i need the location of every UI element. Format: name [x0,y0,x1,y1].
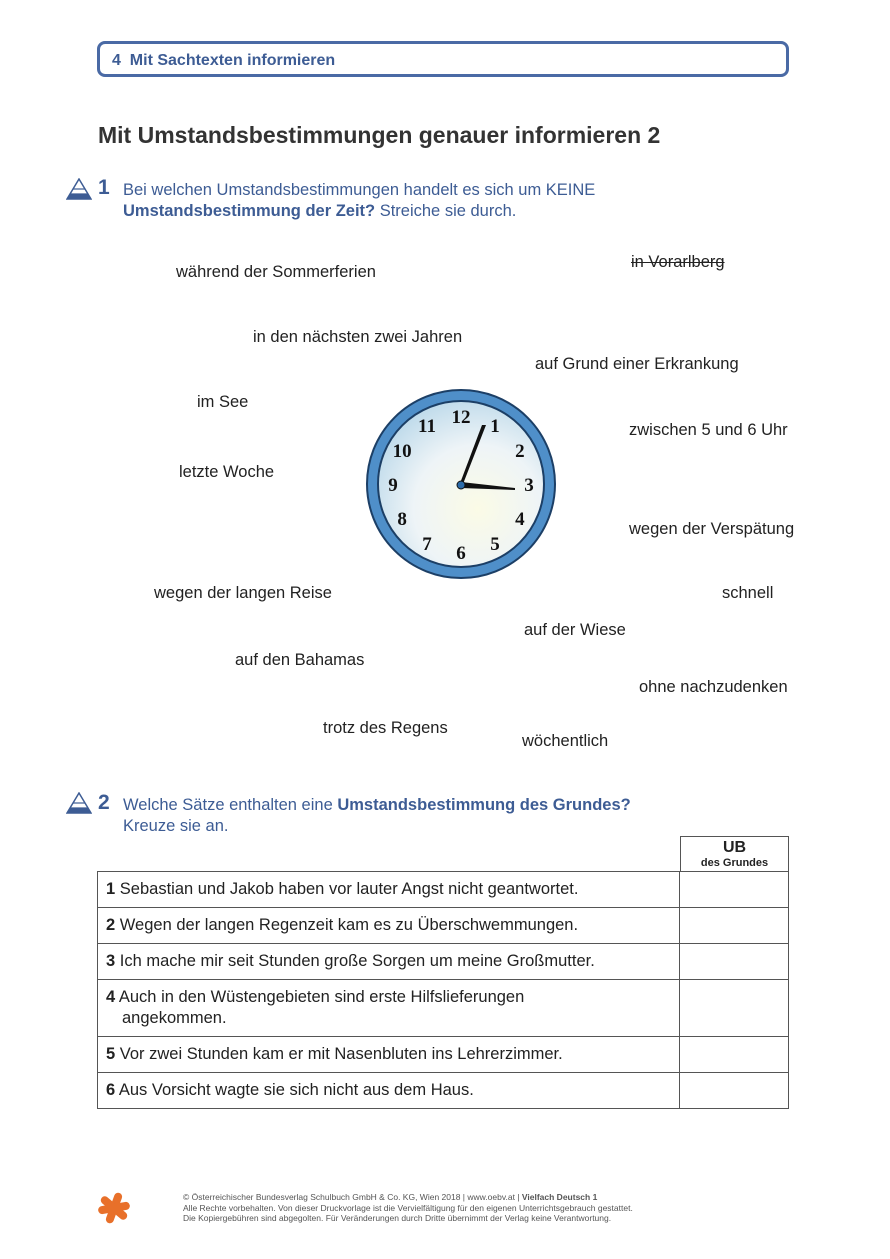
task2-number: 2 [98,791,110,814]
sentence-text: Aus Vorsicht wagte sie sich nicht aus dem Haus. [118,1081,474,1099]
phrase: auf Grund einer Erkrankung [535,355,739,373]
phrase: auf den Bahamas [235,651,365,669]
sentence-text: Auch in den Wüstengebieten sind erste Hilfslieferungen [118,988,525,1006]
footer-book-title: Vielfach Deutsch 1 [521,1192,598,1202]
sentence-table [97,871,789,1109]
phrase: letzte Woche [179,463,275,481]
clock-illustration [364,387,558,581]
table-row [98,1037,789,1073]
task1-number: 1 [98,176,110,199]
phrase: wegen der langen Reise [154,584,332,602]
checkbox-cell[interactable] [680,944,789,980]
task1-instruction [123,180,595,222]
phrase-struck: in Vorarlberg [631,253,725,271]
clock-numeral: 8 [397,509,407,530]
sentence-text: Ich mache mir seit Stunden große Sorgen um meine Großmutter. [119,952,595,970]
ub-column-subtitle: des Grundes [700,857,769,869]
sentence-cell [98,908,680,944]
phrase: ohne nachzudenken [639,678,788,696]
sentence-cell [98,1037,680,1073]
ub-column-header [680,836,789,872]
copyright-footer [183,1192,633,1224]
sentence-text: Sebastian und Jakob haben vor lauter Angst nicht geantwortet. [119,880,579,898]
phrase: während der Sommerferien [176,263,376,281]
difficulty-triangle-icon [66,792,92,814]
checkbox-cell[interactable] [680,908,789,944]
sentence-number: 4 [106,988,116,1006]
clock-numeral: 9 [388,475,398,496]
phrase: trotz des Regens [323,719,448,737]
task2-line2: Kreuze sie an. [123,817,229,835]
clock-numeral: 3 [524,475,534,496]
task2-instruction [123,795,631,837]
difficulty-triangle-icon [66,178,92,200]
phrase: wöchentlich [522,732,609,750]
clock-numeral: 4 [515,509,525,530]
sentence-text: Wegen der langen Regenzeit kam es zu Überschwemmungen. [119,916,579,934]
clock-numeral: 2 [515,441,525,462]
sentence-number: 2 [106,916,116,934]
phrase: zwischen 5 und 6 Uhr [629,421,788,439]
task1-line2-rest: Streiche sie durch. [375,202,517,220]
sentence-cell [98,872,680,908]
footer-line2: Alle Rechte vorbehalten. Von dieser Druckvorlage ist die Vervielfältigung für den eigenen Unterrichtsgebrauch gestattet. [183,1202,633,1213]
task2-line1-bold: Umstandsbestimmung des Grundes? [337,796,631,814]
sentence-number: 3 [106,952,116,970]
task1-line1: Bei welchen Umstandsbestimmungen handelt es sich um KEINE [123,181,596,199]
phrase: im See [197,393,249,411]
phrase: wegen der Verspätung [629,520,795,538]
checkbox-cell[interactable] [680,1073,789,1109]
page-title: Mit Umstandsbestimmungen genauer informieren 2 [98,122,661,148]
table-row [98,944,789,980]
chapter-number: 4 [112,52,121,69]
table-row [98,872,789,908]
chapter-label [112,52,335,70]
task2-line1-pre: Welche Sätze enthalten eine [123,796,338,814]
table-row [98,980,789,1037]
checkbox-cell[interactable] [680,872,789,908]
sentence-number: 1 [106,880,116,898]
phrase: schnell [722,584,774,602]
checkbox-cell[interactable] [680,980,789,1037]
sentence-text: Vor zwei Stunden kam er mit Nasenbluten ins Lehrerzimmer. [119,1045,563,1063]
sentence-cell [98,944,680,980]
clock-numeral: 6 [456,543,466,564]
footer-line1: © Österreichischer Bundesverlag Schulbuch GmbH & Co. KG, Wien 2018 | www.oebv.at | [183,1192,522,1202]
clock-numeral: 5 [490,533,500,555]
task1-line2-bold: Umstandsbestimmung der Zeit? [123,202,376,220]
clock-numeral: 12 [451,407,471,428]
sentence-text-continued: angekommen. [122,1009,227,1027]
publisher-logo-icon [96,1190,132,1226]
phrase: in den nächsten zwei Jahren [253,328,463,346]
table-row [98,1073,789,1109]
sentence-number: 6 [106,1081,116,1099]
clock-numeral: 11 [418,416,436,438]
sentence-cell [98,1073,680,1109]
phrase: auf der Wiese [524,621,626,639]
sentence-number: 5 [106,1045,116,1063]
table-row [98,908,789,944]
footer-line3: Die Kopiergebühren sind abgegolten. Für Veränderungen durch Dritte übernimmt der Verlag keine Verantwortung. [183,1213,612,1223]
checkbox-cell[interactable] [680,1037,789,1073]
chapter-title: Mit Sachtexten informieren [129,52,336,69]
chapter-header [97,41,789,77]
clock-numeral: 1 [490,416,500,438]
ub-column-title: UB [722,839,747,856]
sentence-cell [98,980,680,1037]
clock-numeral: 7 [422,533,432,555]
clock-numeral: 10 [392,441,412,462]
